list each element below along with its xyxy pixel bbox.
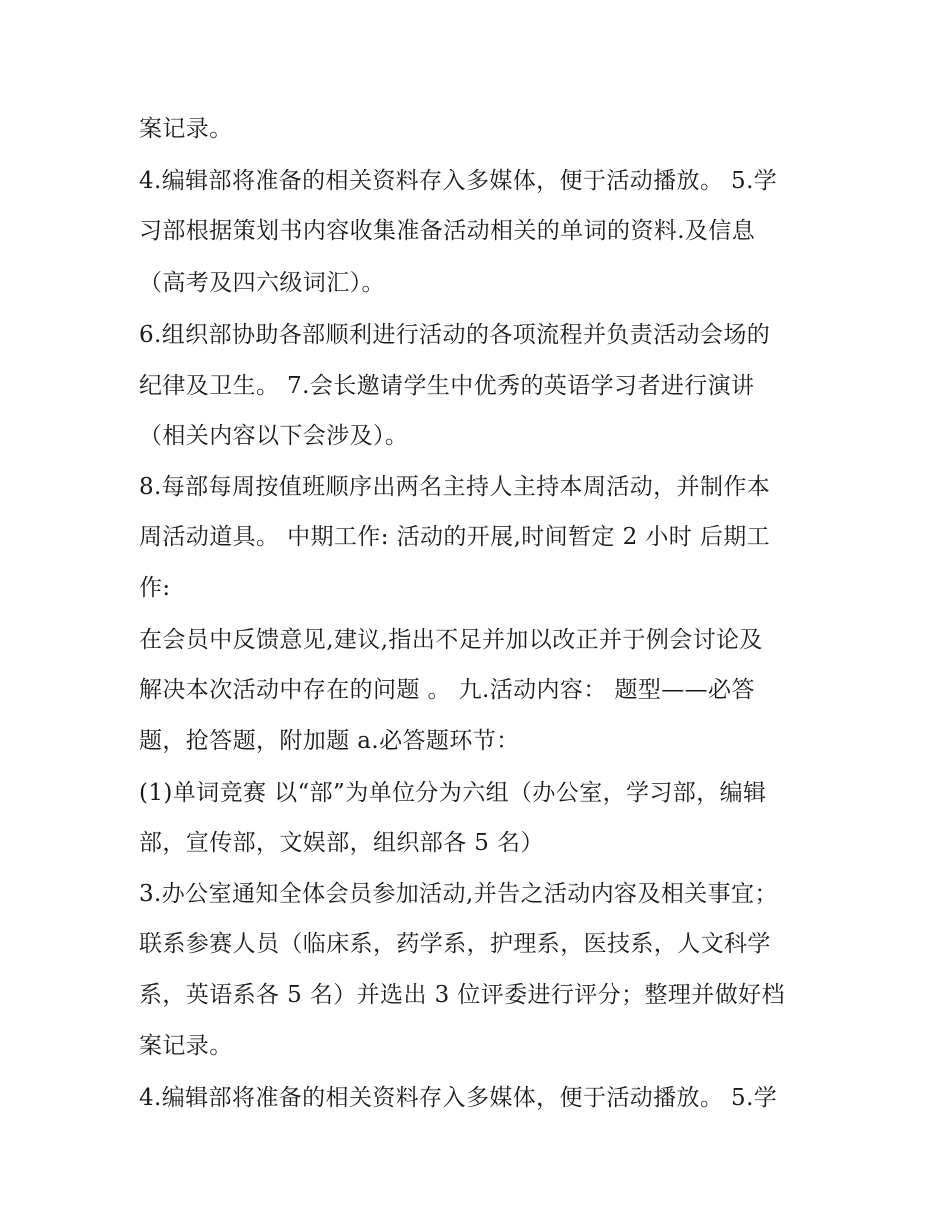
text-line: (1)单词竞赛 以“部”为单位分为六组（办公室，学习部，编辑	[139, 780, 767, 806]
text-line: 纪律及卫生。 7.会长邀请学生中优秀的英语学习者进行演讲	[139, 373, 755, 399]
text-line: 解决本次活动中存在的问题 。 九.活动内容： 题型——必答	[139, 677, 755, 703]
text-line: 题，抢答题，附加题 a.必答题环节：	[139, 728, 520, 754]
text-line: （相关内容以下会涉及）。	[139, 423, 409, 449]
text-line: 联系参赛人员（临床系，药学系，护理系，医技系，人文科学	[139, 931, 771, 957]
text-line: 作:	[139, 575, 171, 601]
text-line: 案记录。	[139, 116, 233, 142]
text-line: 案记录。	[139, 1033, 233, 1059]
text-line: 周活动道具。 中期工作: 活动的开展,时间暂定 2 小时 后期工	[139, 524, 771, 550]
text-line: 3.办公室通知全体会员参加活动,并告之活动内容及相关事宜；	[139, 881, 778, 907]
text-line: 8.每部每周按值班顺序出两名主持人主持本周活动，并制作本	[139, 474, 771, 500]
text-line: 6.组织部协助各部顺利进行活动的各项流程并负责活动会场的	[139, 322, 771, 348]
text-line: 习部根据策划书内容收集准备活动相关的单词的资料.及信息	[139, 218, 756, 244]
text-line: 4.编辑部将准备的相关资料存入多媒体，便于活动播放。 5.学	[139, 168, 778, 194]
text-line: 系，英语系各 5 名）并选出 3 位评委进行评分；整理并做好档	[139, 982, 785, 1008]
text-line: 部，宣传部，文娱部，组织部各 5 名）	[139, 830, 544, 856]
text-line: 在会员中反馈意见,建议,指出不足并加以改正并于例会讨论及	[139, 627, 763, 653]
text-line: （高考及四六级词汇）。	[139, 270, 385, 296]
text-line: 4.编辑部将准备的相关资料存入多媒体，便于活动播放。 5.学	[139, 1085, 778, 1111]
